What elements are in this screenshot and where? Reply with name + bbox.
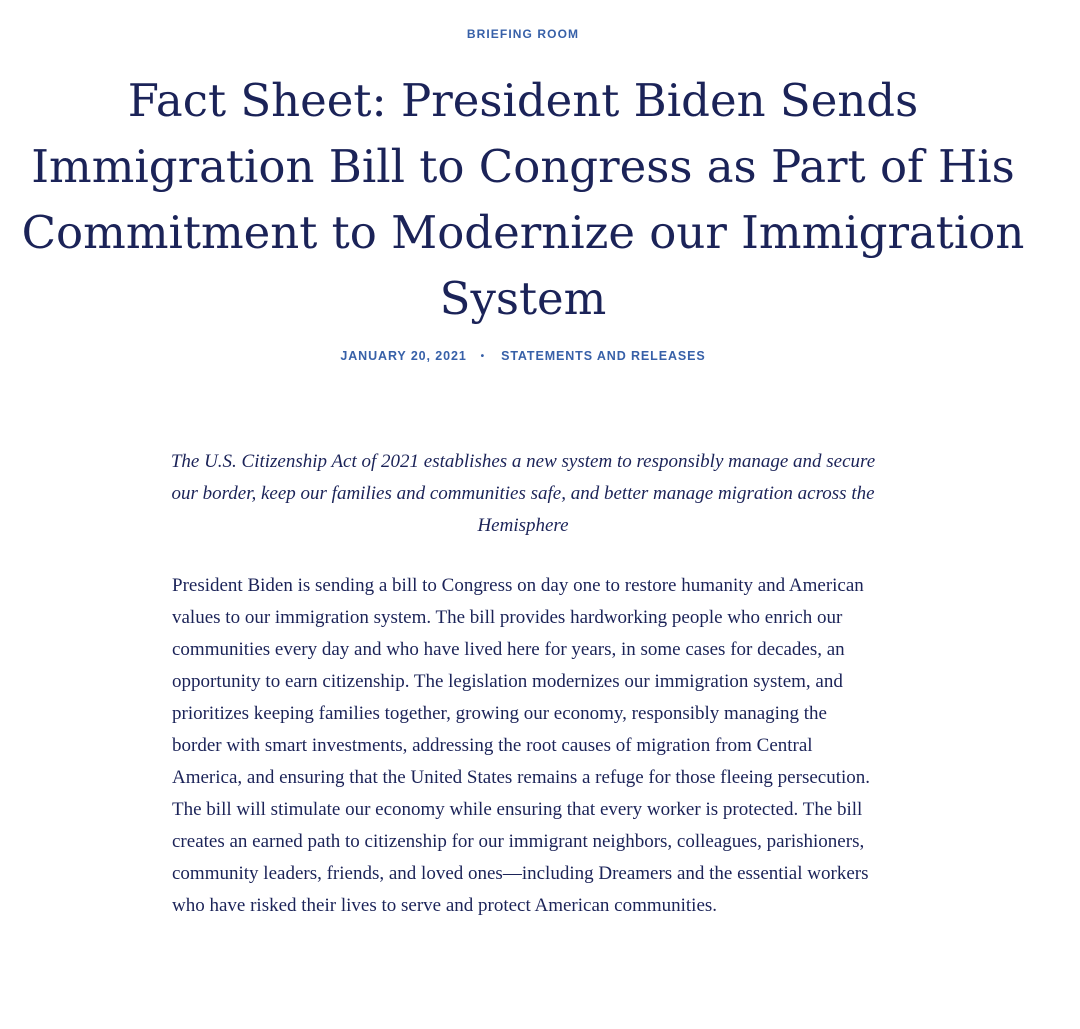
category-link[interactable]: STATEMENTS AND RELEASES [501,349,706,363]
meta-separator: • [480,351,486,362]
article-meta [0,349,1046,363]
article-paragraph: President Biden is sending a bill to Congress on day one to restore humanity and American values to our immigration system. The bill provides hardworking people who enrich our communities every day and who have lived here for years, in some cases for decades, an opportunity to earn citizenship. The legislation modernizes our immigration system, and prioritizes keeping families together, growing our economy, responsibly managing the border with smart investments, addressing the root causes of migration from Central America, and ensuring that the United States remains a refuge for those fleeing persecution. The bill will stimulate our economy while ensuring that every worker is protected. The bill creates an earned path to citizenship for our immigrant neighbors, colleagues, parishioners, community leaders, friends, and loved ones—including Dreamers and the essential workers who have risked their lives to serve and protect American communities. [172,575,871,916]
briefing-room-link[interactable]: BRIEFING ROOM [466,27,580,41]
publish-date: JANUARY 20, 2021 [340,349,467,363]
article-title: Fact Sheet: President Biden Sends Immigration Bill to Congress as Part of His Commitment to Modernize our Immigration System [21,74,1025,325]
article-subtitle: The U.S. Citizenship Act of 2021 establishes a new system to responsibly manage and secure our border, keep our families and communities safe, and better manage migration across the Hemisphere [170,451,876,536]
